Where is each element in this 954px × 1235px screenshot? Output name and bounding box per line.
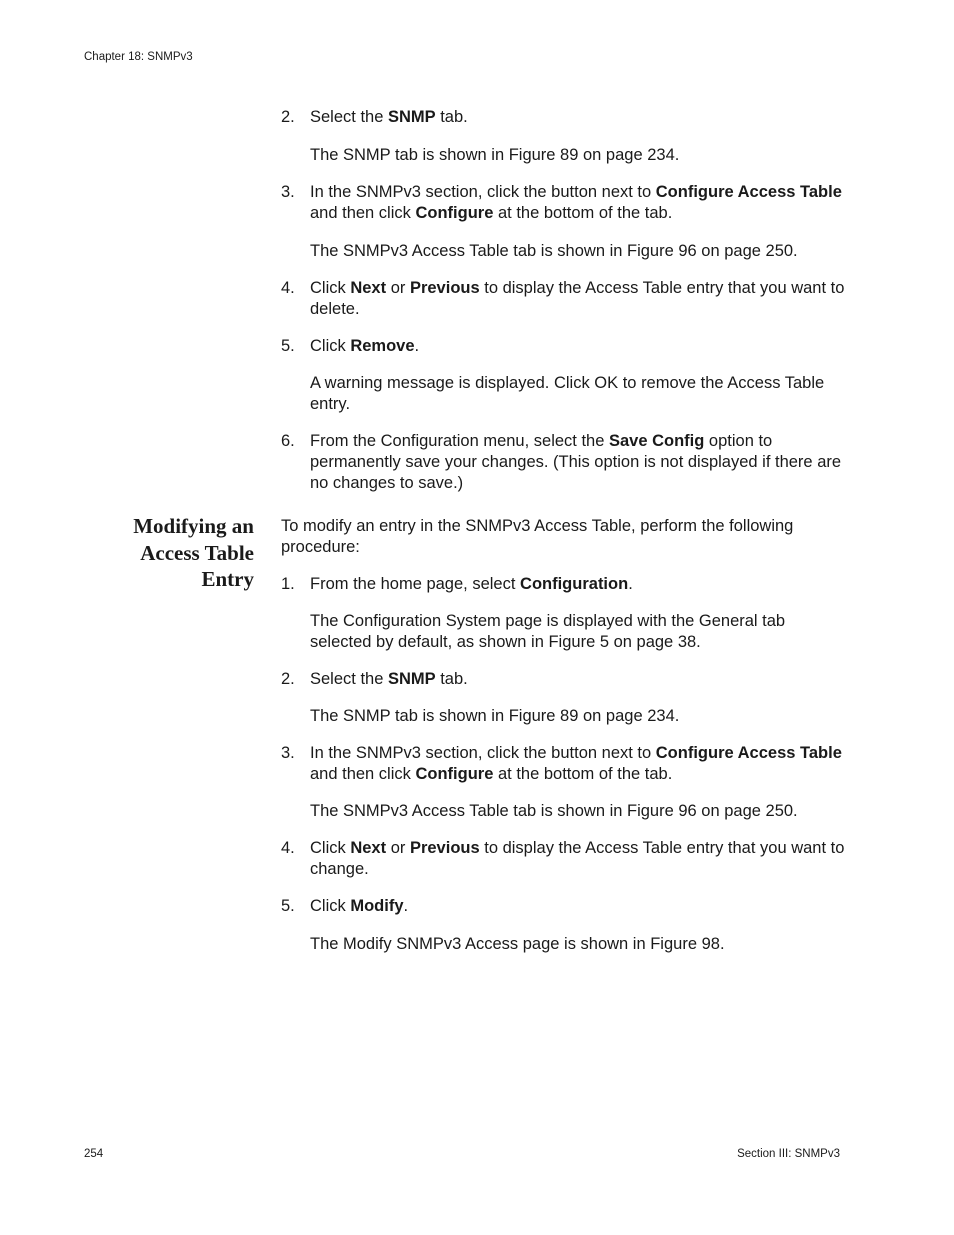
list-item: 2. Select the SNMP tab.	[281, 670, 468, 688]
step-note: The Modify SNMPv3 Access page is shown in Figure 98.	[310, 935, 725, 953]
list-item: 2. Select the SNMP tab.	[281, 108, 468, 126]
list-item: 4. Click Next or Previous to display the Access Table entry that you want to change.	[281, 839, 845, 878]
section-intro: To modify an entry in the SNMPv3 Access Table, perform the following procedure:	[281, 517, 794, 556]
page-number: 254	[84, 1148, 104, 1160]
step-note: A warning message is displayed. Click OK to remove the Access Table entry.	[310, 374, 825, 413]
list-item: 4. Click Next or Previous to display the Access Table entry that you want to delete.	[281, 279, 845, 318]
step-note: The Configuration System page is displayed with the General tab selected by default, as shown in Figure 5 on page 38.	[310, 612, 786, 651]
footer-section: Section III: SNMPv3	[737, 1148, 840, 1160]
list-item: 5. Click Modify.	[281, 897, 409, 915]
list-item: 1. From the home page, select Configuration.	[281, 575, 633, 593]
list-item: 3. In the SNMPv3 section, click the button next to Configure Access Table and then click Configure at the bottom of the tab.	[281, 183, 842, 222]
step-note: The SNMP tab is shown in Figure 89 on page 234.	[310, 146, 680, 164]
list-item: 3. In the SNMPv3 section, click the button next to Configure Access Table and then click Configure at the bottom of the tab.	[281, 744, 842, 783]
list-item: 6. From the Configuration menu, select the Save Config option to permanently save your changes. (This option is not displayed if there are no changes to save.)	[281, 432, 842, 492]
running-head: Chapter 18: SNMPv3	[84, 51, 193, 63]
section-body	[281, 516, 851, 955]
section-heading: Modifying an Access Table Entry	[133, 514, 254, 591]
step-note: The SNMPv3 Access Table tab is shown in Figure 96 on page 250.	[310, 802, 798, 820]
step-note: The SNMP tab is shown in Figure 89 on page 234.	[310, 707, 680, 725]
list-item: 5. Click Remove.	[281, 337, 420, 355]
step-note: The SNMPv3 Access Table tab is shown in Figure 96 on page 250.	[310, 242, 798, 260]
first-step-list	[281, 107, 851, 494]
